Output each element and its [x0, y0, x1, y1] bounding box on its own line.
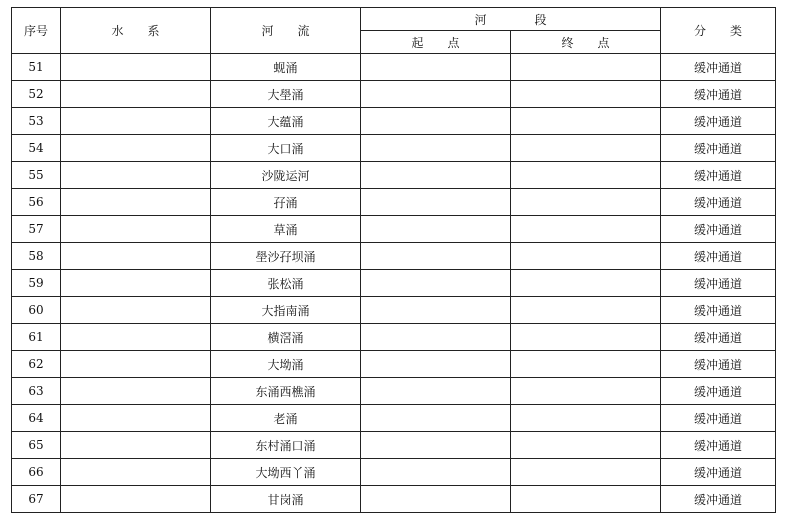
- cell-water-system: [61, 432, 211, 459]
- header-water-system: 水 系: [61, 8, 211, 54]
- cell-water-system: [61, 270, 211, 297]
- cell-seq: 55: [12, 162, 61, 189]
- table-row: [12, 54, 776, 81]
- header-start: 起 点: [361, 31, 511, 54]
- cell-seq: 63: [12, 378, 61, 405]
- river-table: [11, 7, 776, 513]
- cell-end: [511, 162, 661, 189]
- table-row: [12, 459, 776, 486]
- cell-category: 缓冲通道: [661, 108, 776, 135]
- table-row: [12, 162, 776, 189]
- header-seq: 序号: [12, 8, 61, 54]
- cell-end: [511, 432, 661, 459]
- cell-category: 缓冲通道: [661, 432, 776, 459]
- cell-category: 缓冲通道: [661, 54, 776, 81]
- table-header: [12, 8, 776, 54]
- cell-seq: 51: [12, 54, 61, 81]
- header-river: 河 流: [211, 8, 361, 54]
- cell-water-system: [61, 135, 211, 162]
- cell-category: 缓冲通道: [661, 189, 776, 216]
- cell-start: [361, 108, 511, 135]
- cell-seq: 61: [12, 324, 61, 351]
- table-row: [12, 108, 776, 135]
- cell-river: 张松涌: [211, 270, 361, 297]
- cell-category: 缓冲通道: [661, 216, 776, 243]
- cell-category: 缓冲通道: [661, 351, 776, 378]
- cell-end: [511, 297, 661, 324]
- cell-category: 缓冲通道: [661, 324, 776, 351]
- cell-end: [511, 324, 661, 351]
- table-row: [12, 378, 776, 405]
- table-row: [12, 135, 776, 162]
- cell-river: 横滘涌: [211, 324, 361, 351]
- cell-water-system: [61, 324, 211, 351]
- cell-category: 缓冲通道: [661, 162, 776, 189]
- cell-water-system: [61, 81, 211, 108]
- cell-category: 缓冲通道: [661, 405, 776, 432]
- cell-category: 缓冲通道: [661, 135, 776, 162]
- cell-start: [361, 81, 511, 108]
- table-row: [12, 189, 776, 216]
- cell-start: [361, 243, 511, 270]
- cell-start: [361, 459, 511, 486]
- cell-river: 沙陇运河: [211, 162, 361, 189]
- cell-category: 缓冲通道: [661, 270, 776, 297]
- cell-start: [361, 378, 511, 405]
- cell-start: [361, 189, 511, 216]
- header-end: 终 点: [511, 31, 661, 54]
- cell-water-system: [61, 378, 211, 405]
- cell-seq: 57: [12, 216, 61, 243]
- cell-end: [511, 405, 661, 432]
- table-row: [12, 486, 776, 513]
- cell-river: 大坳西丫涌: [211, 459, 361, 486]
- cell-start: [361, 135, 511, 162]
- cell-start: [361, 162, 511, 189]
- cell-seq: 67: [12, 486, 61, 513]
- header-category: 分 类: [661, 8, 776, 54]
- cell-start: [361, 486, 511, 513]
- cell-start: [361, 324, 511, 351]
- cell-end: [511, 108, 661, 135]
- cell-end: [511, 378, 661, 405]
- cell-category: 缓冲通道: [661, 243, 776, 270]
- cell-start: [361, 270, 511, 297]
- cell-end: [511, 54, 661, 81]
- cell-category: 缓冲通道: [661, 486, 776, 513]
- cell-river: 老涌: [211, 405, 361, 432]
- header-section: 河 段: [361, 8, 661, 31]
- cell-seq: 62: [12, 351, 61, 378]
- table-wrapper: [11, 7, 776, 513]
- cell-river: 东涌西樵涌: [211, 378, 361, 405]
- cell-end: [511, 351, 661, 378]
- table-row: [12, 405, 776, 432]
- cell-seq: 54: [12, 135, 61, 162]
- cell-river: 甘岗涌: [211, 486, 361, 513]
- cell-seq: 66: [12, 459, 61, 486]
- table-row: [12, 81, 776, 108]
- cell-seq: 58: [12, 243, 61, 270]
- cell-river: 大口涌: [211, 135, 361, 162]
- table-row: [12, 216, 776, 243]
- cell-river: 蚬涌: [211, 54, 361, 81]
- cell-start: [361, 432, 511, 459]
- cell-river: 大壆涌: [211, 81, 361, 108]
- cell-seq: 60: [12, 297, 61, 324]
- cell-river: 东村涌口涌: [211, 432, 361, 459]
- cell-start: [361, 297, 511, 324]
- cell-seq: 53: [12, 108, 61, 135]
- table-row: [12, 324, 776, 351]
- cell-river: 草涌: [211, 216, 361, 243]
- cell-start: [361, 216, 511, 243]
- cell-river: 壆沙孖坝涌: [211, 243, 361, 270]
- cell-end: [511, 270, 661, 297]
- table-row: [12, 351, 776, 378]
- cell-category: 缓冲通道: [661, 378, 776, 405]
- cell-end: [511, 189, 661, 216]
- cell-seq: 52: [12, 81, 61, 108]
- cell-water-system: [61, 108, 211, 135]
- cell-water-system: [61, 162, 211, 189]
- table-body: [12, 54, 776, 513]
- cell-water-system: [61, 459, 211, 486]
- cell-river: 大指南涌: [211, 297, 361, 324]
- table-row: [12, 297, 776, 324]
- cell-water-system: [61, 351, 211, 378]
- cell-start: [361, 54, 511, 81]
- cell-water-system: [61, 54, 211, 81]
- cell-category: 缓冲通道: [661, 297, 776, 324]
- table-row: [12, 243, 776, 270]
- cell-river: 孖涌: [211, 189, 361, 216]
- cell-end: [511, 135, 661, 162]
- cell-water-system: [61, 486, 211, 513]
- cell-category: 缓冲通道: [661, 459, 776, 486]
- table-row: [12, 270, 776, 297]
- cell-end: [511, 459, 661, 486]
- cell-seq: 56: [12, 189, 61, 216]
- cell-start: [361, 351, 511, 378]
- cell-end: [511, 81, 661, 108]
- cell-seq: 64: [12, 405, 61, 432]
- cell-water-system: [61, 405, 211, 432]
- cell-end: [511, 486, 661, 513]
- cell-water-system: [61, 243, 211, 270]
- cell-water-system: [61, 189, 211, 216]
- cell-river: 大蕴涌: [211, 108, 361, 135]
- cell-end: [511, 243, 661, 270]
- cell-river: 大坳涌: [211, 351, 361, 378]
- cell-end: [511, 216, 661, 243]
- cell-seq: 65: [12, 432, 61, 459]
- cell-water-system: [61, 216, 211, 243]
- cell-water-system: [61, 297, 211, 324]
- cell-start: [361, 405, 511, 432]
- cell-seq: 59: [12, 270, 61, 297]
- cell-category: 缓冲通道: [661, 81, 776, 108]
- table-row: [12, 432, 776, 459]
